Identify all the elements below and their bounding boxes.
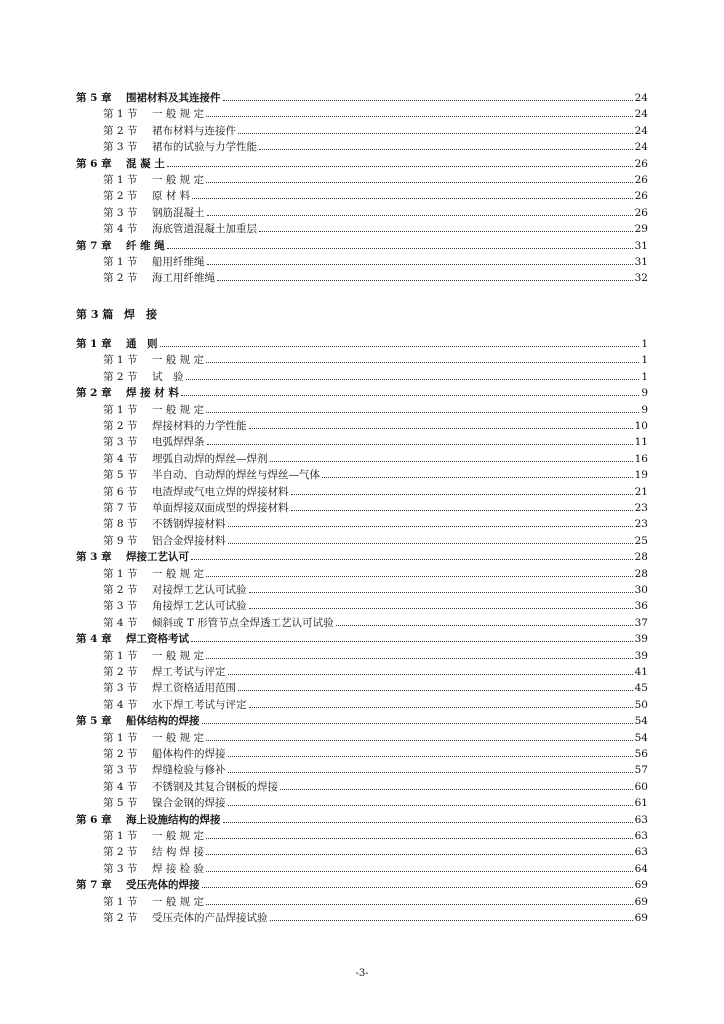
toc-section-entry [0,219,724,236]
dot-leader [191,558,633,560]
toc-entry-page: 26 [634,206,648,219]
dot-leader [206,575,633,577]
dot-leader [259,148,633,150]
toc-entry-page: 24 [634,92,648,104]
dot-leader [206,853,633,855]
toc-entry-title: 裙布的试验与力学性能 [152,141,257,154]
toc-entry-number: 第 3 节 [103,600,138,613]
toc-entry-number: 第 1 节 [103,649,138,662]
toc-entry-page: 54 [634,731,648,744]
toc-part-heading [0,305,724,322]
dot-leader [181,394,639,396]
toc-entry-title: 海上设施结构的焊接 [126,813,221,826]
toc-entry-title: 一 般 规 定 [152,403,205,416]
toc-entry-number: 第 7 章 [76,879,112,892]
toc-entry-number: 第 6 章 [76,813,112,826]
toc-section-entry [0,646,724,663]
toc-section-entry [0,859,724,876]
toc-entry-number: 第 9 节 [103,534,138,547]
toc-entry-number: 第 2 节 [103,666,138,678]
toc-entry-number: 第 3 节 [103,206,138,219]
toc-section-entry [0,842,724,859]
toc-entry-number: 第 1 节 [103,403,138,416]
toc-entry-number: 第 7 节 [103,502,138,514]
toc-entry-page: 9 [641,403,648,416]
dot-leader [322,476,633,478]
toc-section-entry [0,728,724,745]
toc-entry-number: 第 1 节 [103,567,138,580]
dot-leader [206,657,633,659]
toc-entry-title: 一 般 规 定 [152,174,205,186]
dot-leader [238,689,633,691]
toc-entry-number: 第 1 章 [76,338,112,350]
dot-leader [223,821,633,823]
toc-entry-page: 50 [634,698,648,711]
toc-chapter-entry [0,88,724,105]
toc-entry-number: 第 1 节 [103,108,138,121]
toc-entry-title: 不锈钢及其复合钢板的焊接 [152,780,278,793]
dot-leader [228,755,633,757]
toc-entry-title: 焊 接 材 料 [126,387,179,400]
toc-entry-title: 焊缝检验与修补 [152,764,226,777]
dot-leader [206,870,633,872]
toc-section-entry [0,564,724,581]
toc-section-entry [0,137,724,154]
dot-leader [291,493,633,495]
toc-section-entry [0,252,724,269]
dot-leader [186,378,640,380]
toc-entry-title: 焊接工艺认可 [126,551,189,564]
toc-entry-page: 23 [634,502,648,514]
toc-entry-number: 第 8 节 [103,518,138,531]
toc-entry-page: 28 [634,551,648,564]
dot-leader [280,788,633,790]
toc-section-entry [0,416,724,433]
toc-entry-number: 第 3 章 [76,551,112,564]
toc-entry-number: 第 5 节 [103,469,138,482]
dot-leader [206,837,633,839]
toc-chapter-entry [0,711,724,728]
toc-chapter-entry [0,154,724,171]
dot-leader [160,345,640,347]
toc-section-entry [0,268,724,285]
toc-entry-title: 电渣焊或气电立焊的焊接材料 [152,485,289,498]
toc-entry-page: 54 [634,715,648,728]
toc-entry-title: 水下焊工考试与评定 [152,698,247,711]
dot-leader [228,771,633,773]
dot-leader [206,115,633,117]
dot-leader [206,739,633,741]
toc-entry-page: 10 [634,420,648,432]
toc-entry-title: 受压壳体的产品焊接试验 [152,912,268,924]
toc-entry-page: 28 [634,567,648,580]
toc-entry-title: 焊接材料的力学性能 [152,420,247,432]
toc-entry-number: 第 4 节 [103,698,138,711]
toc-entry-page: 30 [634,584,648,596]
toc-entry-title: 裙布材料与连接件 [152,124,236,137]
toc-entry-number: 第 1 节 [103,895,138,908]
toc-entry-page: 24 [634,108,648,121]
toc-entry-page: 39 [634,649,648,662]
toc-entry-page: 63 [634,846,648,859]
dot-leader [202,722,633,724]
toc-section-entry [0,465,724,482]
toc-section-entry [0,400,724,417]
toc-entry-page: 26 [634,174,648,186]
toc-entry-page: 11 [634,436,648,449]
toc-entry-title: 一 般 规 定 [152,567,205,580]
toc-section-entry [0,793,724,810]
toc-entry-page: 25 [634,534,648,547]
toc-entry-page: 69 [634,895,648,908]
dot-leader [249,591,633,593]
toc-entry-number: 第 3 节 [103,862,138,875]
toc-entry-title: 试 验 [152,370,184,383]
toc-entry-number: 第 4 章 [76,633,112,646]
toc-entry-title: 对接焊工艺认可试验 [152,584,247,596]
toc-section-entry [0,482,724,499]
dot-leader [167,165,633,167]
toc-entry-page: 19 [634,469,648,482]
toc-entry-title: 船体结构的焊接 [126,715,200,728]
toc-section-entry [0,203,724,220]
page-number: -3- [355,968,369,979]
toc-chapter-entry [0,629,724,646]
toc-entry-title: 不锈钢焊接材料 [152,518,226,531]
toc-section-entry [0,104,724,121]
toc-entry-number: 第 1 节 [103,830,138,842]
dot-leader [336,624,633,626]
toc-entry-number: 第 2 节 [103,124,138,137]
toc-entry-page: 26 [634,190,648,203]
dot-leader [206,361,639,363]
toc-entry-number: 第 4 节 [103,223,138,236]
toc-section-entry [0,121,724,138]
toc-entry-number: 第 3 节 [103,141,138,154]
toc-section-entry [0,596,724,613]
toc-entry-page: 39 [634,633,648,646]
toc-entry-title: 船用纤维绳 [152,256,205,268]
toc-entry-page: 61 [634,797,648,810]
toc-section-entry [0,613,724,630]
toc-section-entry [0,580,724,597]
toc-section-entry [0,760,724,777]
toc-entry-page: 16 [634,452,648,465]
toc-section-entry [0,892,724,909]
toc-entry-title: 一 般 规 定 [152,649,205,662]
toc-entry-title: 焊工资格适用范围 [152,682,236,695]
toc-entry-number: 第 4 节 [103,616,138,629]
toc-entry-page: 29 [634,223,648,236]
dot-leader [270,919,633,921]
toc-entry-title: 一 般 规 定 [152,830,205,842]
toc-entry-title: 海底管道混凝土加重层 [152,223,257,236]
toc-entry-title: 船体构件的焊接 [152,748,226,760]
toc-entry-number: 第 3 节 [103,682,138,695]
toc-section-entry [0,186,724,203]
toc-entry-number: 第 2 节 [103,420,138,432]
toc-entry-page: 41 [634,666,648,678]
toc-entry-page: 63 [634,813,648,826]
toc-entry-title: 海工用纤维绳 [152,272,215,285]
toc-entry-page: 1 [641,370,648,383]
dot-leader [238,132,633,134]
dot-leader [249,607,633,609]
dot-leader [206,903,633,905]
dot-leader [223,99,633,101]
toc-chapter-entry [0,236,724,253]
toc-entry-number: 第 2 节 [103,748,138,760]
toc-section-entry [0,498,724,515]
toc-entry-number: 第 2 章 [76,387,112,400]
toc-entry-title: 一 般 规 定 [152,731,205,744]
toc-entry-number: 第 1 节 [103,731,138,744]
dot-leader [207,443,633,445]
toc-entry-page: 69 [634,912,648,924]
dot-leader [207,214,633,216]
toc-entry-page: 23 [634,518,648,531]
toc-entry-page: 1 [641,338,648,350]
toc-entry-number: 第 2 节 [103,370,138,383]
toc-entry-page: 1 [641,354,648,367]
toc-entry-title: 混 凝 土 [126,157,165,170]
toc-entry-title: 电弧焊焊条 [152,436,205,449]
toc-entry-page: 37 [634,616,648,629]
toc-section-entry [0,350,724,367]
toc-section-entry [0,908,724,925]
dot-leader [249,706,633,708]
toc-entry-page: 60 [634,780,648,793]
toc-entry-page: 21 [634,485,648,498]
toc-entry-number: 第 7 章 [76,239,112,252]
toc-entry-title: 一 般 规 定 [152,895,205,908]
toc-section-entry [0,777,724,794]
toc-entry-number: 第 3 篇 [76,308,114,322]
toc-entry-page: 45 [634,682,648,695]
toc-section-entry [0,432,724,449]
toc-entry-number: 第 2 节 [103,190,138,203]
toc-chapter-entry [0,547,724,564]
toc-entry-page: 24 [634,124,648,137]
toc-entry-number: 第 3 节 [103,764,138,777]
dot-leader [202,886,633,888]
toc-entry-title: 镍合金钢的焊接 [152,797,226,810]
toc-entry-number: 第 1 节 [103,174,138,186]
toc-entry-title: 一 般 规 定 [152,354,205,367]
toc-entry-title: 角接焊工艺认可试验 [152,600,247,613]
toc-entry-title: 焊 接 检 验 [152,862,205,875]
toc-entry-title: 受压壳体的焊接 [126,879,200,892]
toc-section-entry [0,678,724,695]
toc-entry-number: 第 1 节 [103,256,138,268]
toc-entry-title: 钢筋混凝土 [152,206,205,219]
toc-entry-number: 第 2 节 [103,846,138,859]
toc-entry-page: 36 [634,600,648,613]
dot-leader [228,525,633,527]
toc-section-entry [0,662,724,679]
dot-leader [228,804,633,806]
dot-leader [207,263,633,265]
toc-section-entry [0,514,724,531]
toc-section-entry [0,826,724,843]
dot-leader [270,460,633,462]
dot-leader [206,181,633,183]
toc-entry-title: 铝合金焊接材料 [152,534,226,547]
dot-leader [206,411,639,413]
toc-entry-number: 第 3 节 [103,436,138,449]
toc-entry-title: 结 构 焊 接 [152,846,205,859]
toc-entry-page: 64 [634,862,648,875]
toc-section-entry [0,695,724,712]
toc-section-entry [0,531,724,548]
dot-leader [259,230,633,232]
toc-entry-title: 单面焊接双面成型的焊接材料 [152,502,289,514]
toc-entry-page: 31 [634,256,648,268]
toc-entry-number: 第 5 章 [76,715,112,728]
dot-leader [228,673,633,675]
toc-section-entry [0,449,724,466]
dot-leader [167,247,633,249]
toc-entry-page: 24 [634,141,648,154]
toc-entry-title: 原 材 料 [152,190,191,203]
toc-section-entry [0,170,724,187]
toc-entry-title: 焊工资格考试 [126,633,189,646]
toc-entry-title: 焊工考试与评定 [152,666,226,678]
dot-leader [249,427,633,429]
toc-entry-number: 第 2 节 [103,912,138,924]
dot-leader [191,640,633,642]
toc-entry-number: 第 6 章 [76,157,112,170]
toc-entry-title: 通 则 [126,338,158,350]
toc-entry-page: 57 [634,764,648,777]
toc-entry-title: 一 般 规 定 [152,108,205,121]
toc-entry-title: 埋弧自动焊的焊丝—焊剂 [152,452,268,465]
toc-entry-page: 32 [634,272,648,285]
toc-entry-number: 第 1 节 [103,354,138,367]
toc-chapter-entry [0,334,724,351]
toc-entry-number: 第 5 节 [103,797,138,810]
dot-leader [291,509,633,511]
toc-chapter-entry [0,383,724,400]
toc-entry-number: 第 4 节 [103,452,138,465]
toc-entry-page: 26 [634,157,648,170]
toc-chapter-entry [0,810,724,827]
dot-leader [228,542,633,544]
toc-entry-page: 9 [641,387,648,400]
toc-entry-page: 63 [634,830,648,842]
toc-section-entry [0,367,724,384]
toc-entry-title: 焊 接 [124,308,157,322]
toc-section-entry [0,744,724,761]
toc-chapter-entry [0,875,724,892]
toc-entry-title: 半自动、自动焊的焊丝与焊丝—气体 [152,469,320,482]
toc-entry-page: 69 [634,879,648,892]
toc-entry-number: 第 6 节 [103,485,138,498]
toc-entry-page: 56 [634,748,648,760]
dot-leader [192,197,632,199]
toc-entry-title: 纤 维 绳 [126,239,165,252]
toc-entry-title: 围裙材料及其连接件 [126,92,221,104]
toc-entry-number: 第 2 节 [103,272,138,285]
toc-entry-number: 第 5 章 [76,92,112,104]
toc-entry-number: 第 4 节 [103,780,138,793]
toc-entry-number: 第 2 节 [103,584,138,596]
toc-entry-title: 倾斜或 T 形管节点全焊透工艺认可试验 [152,616,334,629]
dot-leader [217,279,633,281]
toc-entry-page: 31 [634,239,648,252]
